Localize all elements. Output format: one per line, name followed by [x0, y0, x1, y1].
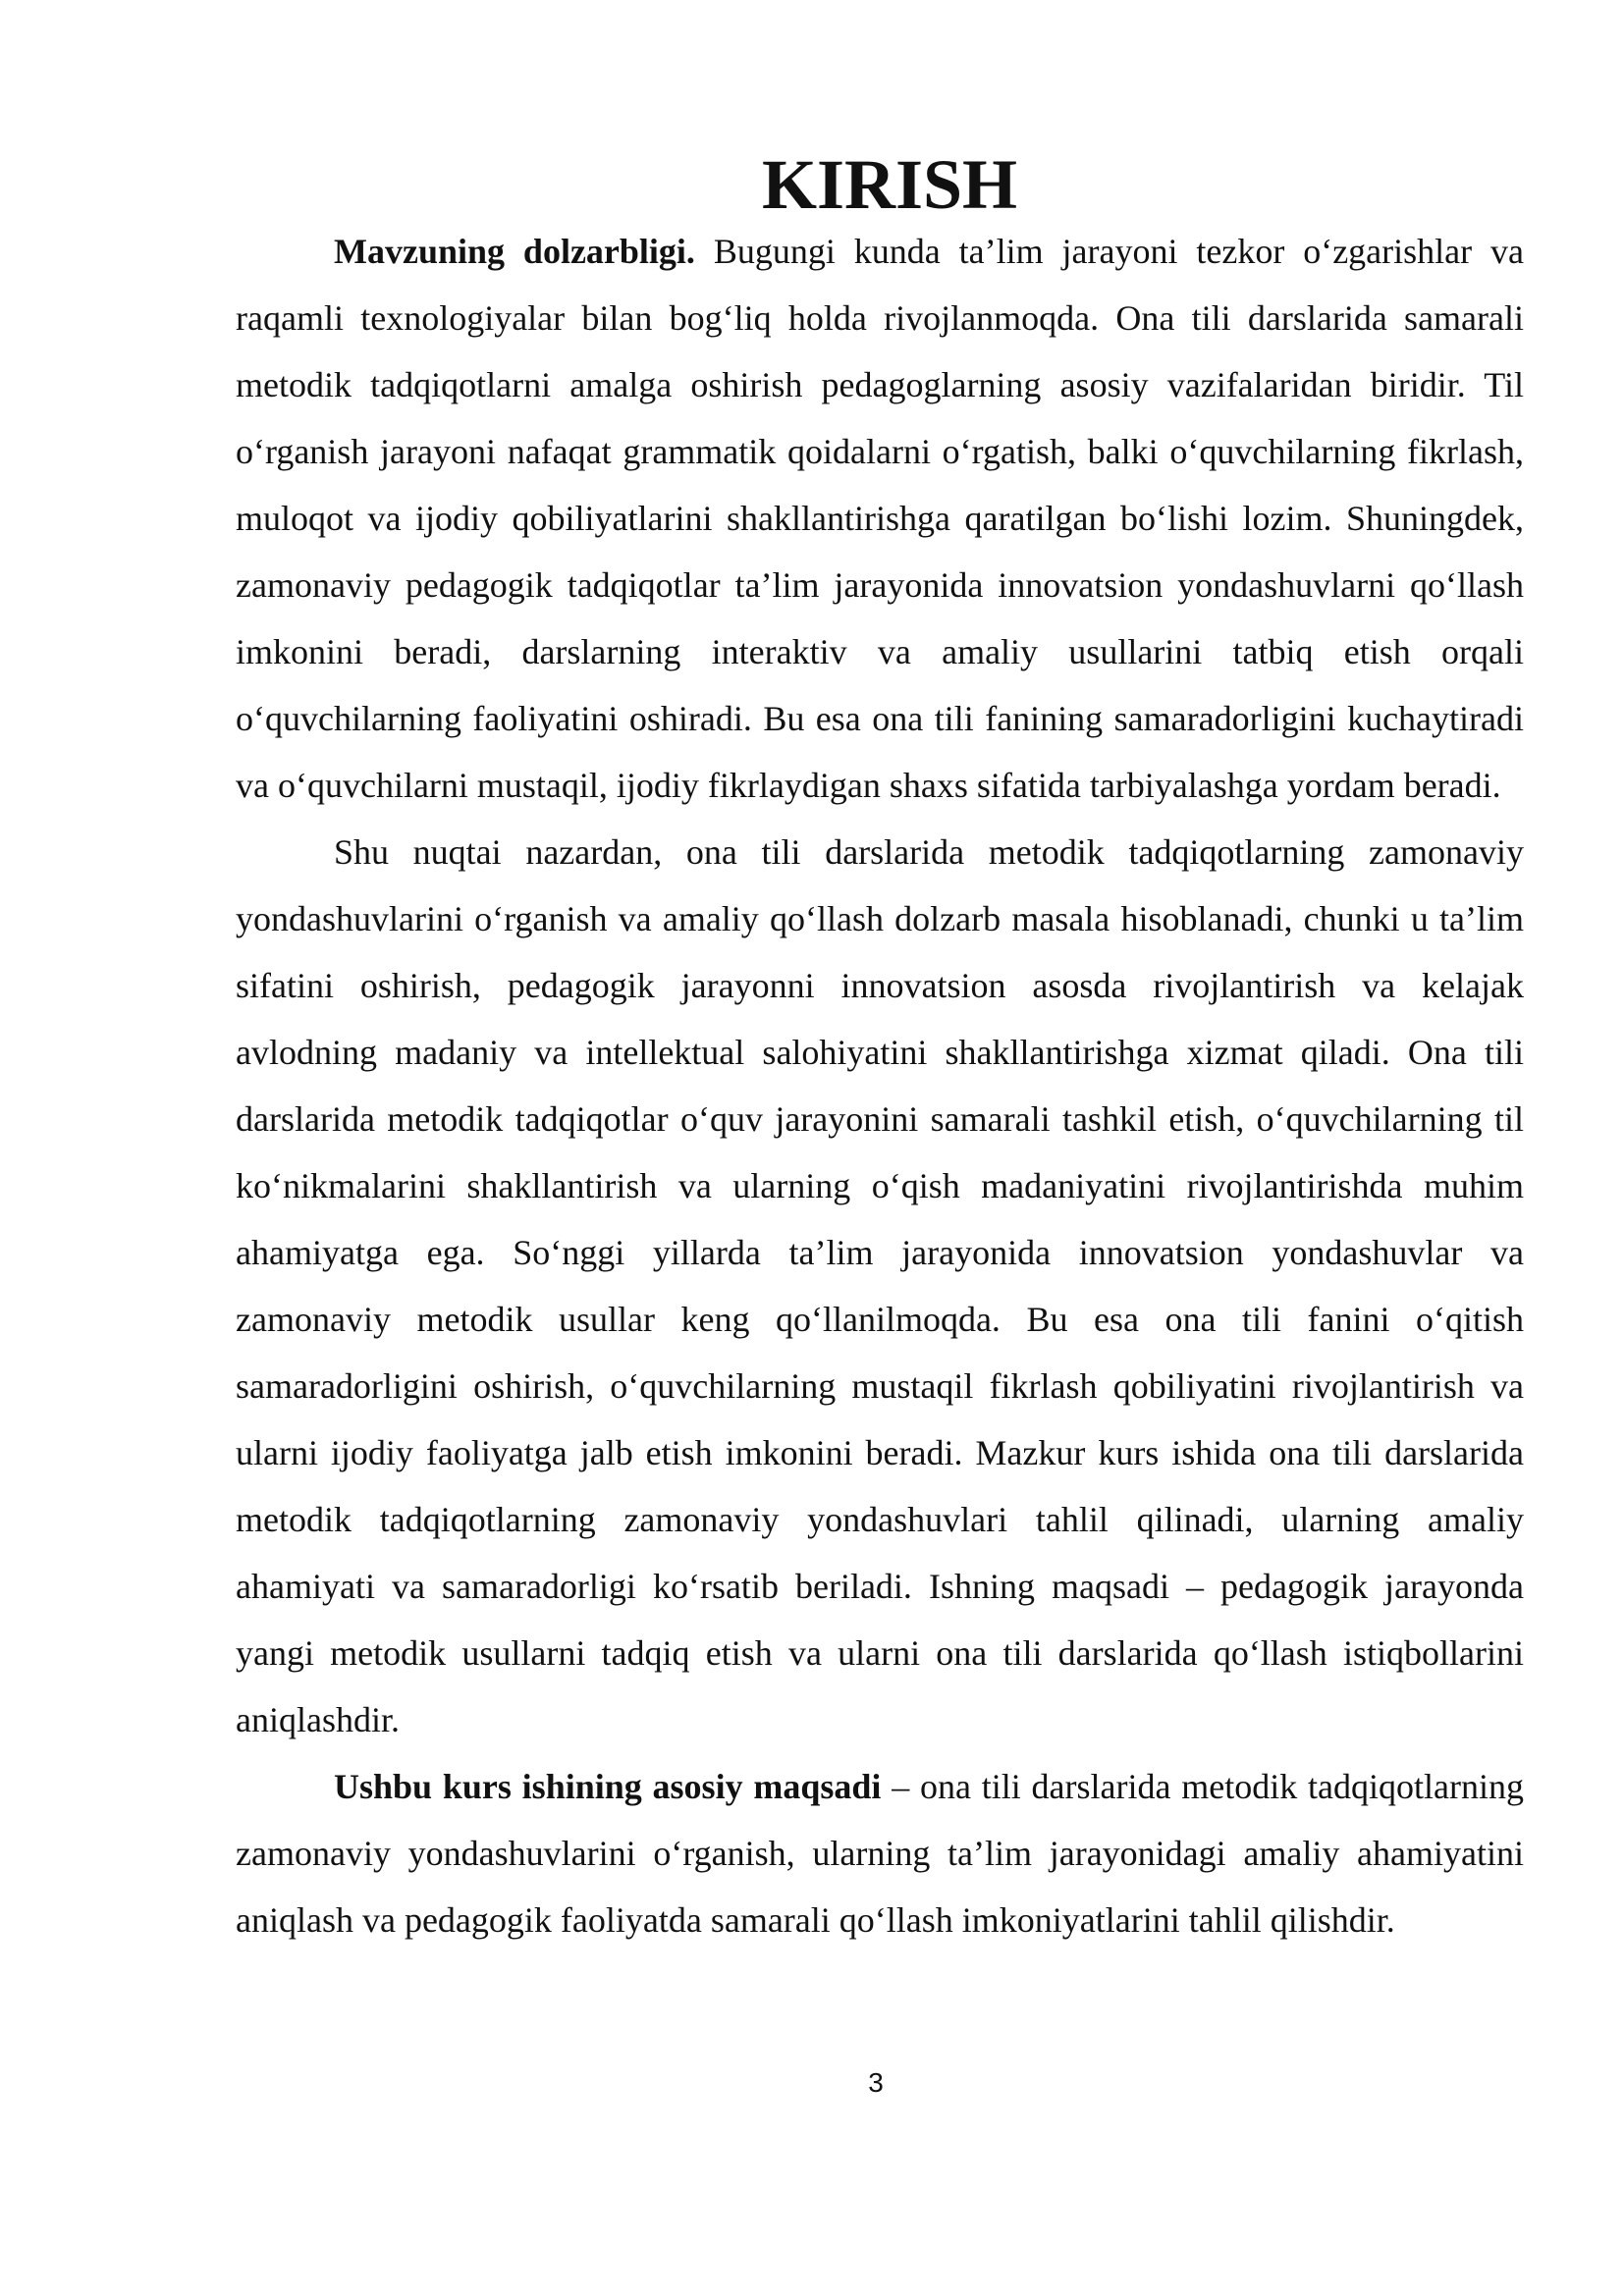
page-number: 3: [868, 2067, 884, 2098]
paragraph-text: – ona tili darslarida metodik tadqiqotlarning zamonaviy yondashuvlarini o‘rganish, ularning ta’lim jarayonidagi amaliy ahamiyatini aniqlash va pedagogik faoliyatda samarali qo‘llash imkoniyatlarini tahlil qilishdir.: [236, 1767, 1524, 1940]
page-content: [236, 145, 1524, 1953]
paragraph-relevance: [236, 218, 1524, 819]
paragraph-goal: [236, 1753, 1524, 1953]
paragraph-text: Shu nuqtai nazardan, ona tili darslarida metodik tadqiqotlarning zamonaviy yondashuvlarini o‘rganish va amaliy qo‘llash dolzarb masala hisoblanadi, chunki u ta’lim sifatini oshirish, pedagogik jarayonni innovatsion asosda rivojlantirish va kelajak avlodning madaniy va intellektual salohiyatini shakllantirishga xizmat qiladi. Ona tili darslarida metodik tadqiqotlar o‘quv jarayonini samarali tashkil etish, o‘quvchilarning til ko‘nikmalarini shakllantirish va ularning o‘qish madaniyatini rivojlantirishda muhim ahamiyatga ega. So‘nggi yillarda ta’lim jarayonida innovatsion yondashuvlar va zamonaviy metodik usullar keng qo‘llanilmoqda. Bu esa ona tili fanini o‘qitish samaradorligini oshirish, o‘quvchilarning mustaqil fikrlash qobiliyatini rivojlantirish va ularni ijodiy faoliyatga jalb etish imkonini beradi. Mazkur kurs ishida ona tili darslarida metodik tadqiqotlarning zamonaviy yondashuvlari tahlil qilinadi, ularning amaliy ahamiyati va samaradorligi ko‘rsatib beriladi. Ishning maqsadi – pedagogik jarayonda yangi metodik usullarni tadqiq etish va ularni ona tili darslarida qo‘llash istiqbollarini aniqlashdir.: [236, 832, 1524, 1739]
paragraph-lead: Ushbu kurs ishining asosiy maqsadi: [334, 1767, 882, 1806]
section-heading: KIRISH: [761, 145, 1018, 224]
paragraph-text: Bugungi kunda ta’lim jarayoni tezkor o‘zgarishlar va raqamli texnologiyalar bilan bog‘liq holda rivojlanmoqda. Ona tili darslarida samarali metodik tadqiqotlarni amalga oshirish pedagoglarning asosiy vazifalaridan biridir. Til o‘rganish jarayoni nafaqat grammatik qoidalarni o‘rgatish, balki o‘quvchilarning fikrlash, muloqot va ijodiy qobiliyatlarini shakllantirishga qaratilgan bo‘lishi lozim. Shuningdek, zamonaviy pedagogik tadqiqotlar ta’lim jarayonida innovatsion yondashuvlarni qo‘llash imkonini beradi, darslarning interaktiv va amaliy usullarini tatbiq etish orqali o‘quvchilarning faoliyatini oshiradi. Bu esa ona tili fanining samaradorligini kuchaytiradi va o‘quvchilarni mustaqil, ijodiy fikrlaydigan shaxs sifatida tarbiyalashga yordam beradi.: [236, 232, 1524, 805]
paragraph-lead: Mavzuning dolzarbligi.: [334, 232, 695, 271]
paragraph-context: [236, 819, 1524, 1753]
